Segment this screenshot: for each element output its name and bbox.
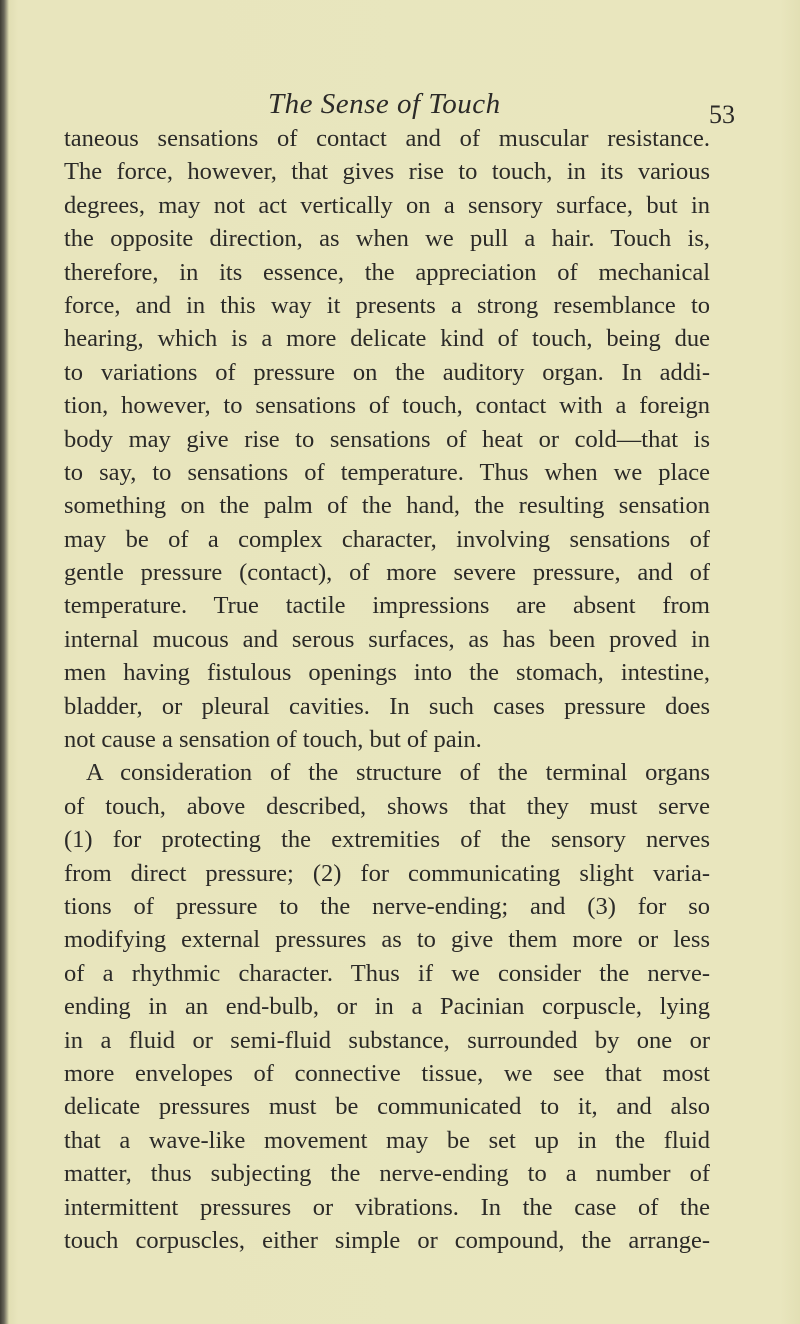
text-line: temperature. True tactile impressions are absent from: [64, 592, 710, 620]
text-line: therefore, in its essence, the appreciation of mechanical: [64, 258, 710, 286]
text-line: force, and in this way it presents a strong resemblance to: [64, 291, 710, 319]
text-line: bladder, or pleural cavities. In such cases pressure does: [64, 692, 710, 720]
text-line: in a fluid or semi-fluid substance, surrounded by one or: [64, 1026, 710, 1054]
text-line: gentle pressure (contact), of more severe pressure, and of: [64, 559, 710, 587]
body-text: [64, 122, 710, 1257]
text-line: The force, however, that gives rise to touch, in its various: [64, 158, 710, 186]
text-line: matter, thus subjecting the nerve-ending to a number of: [64, 1160, 710, 1188]
running-title: The Sense of Touch: [268, 88, 501, 120]
text-line: to variations of pressure on the auditory organ. In addi-: [64, 358, 710, 386]
text-line: of a rhythmic character. Thus if we consider the nerve-: [64, 959, 710, 987]
text-line: hearing, which is a more delicate kind of touch, being due: [64, 325, 710, 353]
text-line: delicate pressures must be communicated to it, and also: [64, 1093, 710, 1121]
paragraph-end-line: not cause a sensation of touch, but of pain.: [64, 726, 482, 754]
paragraph-start-line: A consideration of the structure of the terminal organs: [86, 759, 710, 787]
text-line: degrees, may not act vertically on a sensory surface, but in: [64, 191, 710, 219]
text-line: something on the palm of the hand, the resulting sensation: [64, 492, 710, 520]
text-line: of touch, above described, shows that they must serve: [64, 792, 710, 820]
binding-edge-shadow: [0, 0, 9, 1324]
text-line: may be of a complex character, involving sensations of: [64, 525, 710, 553]
text-line: touch corpuscles, either simple or compound, the arrange-: [64, 1226, 710, 1254]
text-line: tions of pressure to the nerve-ending; and (3) for so: [64, 892, 710, 920]
text-line: body may give rise to sensations of heat or cold—that is: [64, 425, 710, 453]
text-line: ending in an end-bulb, or in a Pacinian corpuscle, lying: [64, 993, 710, 1021]
text-line: more envelopes of connective tissue, we see that most: [64, 1059, 710, 1087]
text-line: the opposite direction, as when we pull a hair. Touch is,: [64, 225, 710, 253]
page-number: 53: [709, 100, 735, 129]
text-line: to say, to sensations of temperature. Thus when we place: [64, 458, 710, 486]
text-line: that a wave-like movement may be set up in the fluid: [64, 1126, 710, 1154]
text-line: intermittent pressures or vibrations. In the case of the: [64, 1193, 710, 1221]
text-line: modifying external pressures as to give them more or less: [64, 926, 710, 954]
text-line: from direct pressure; (2) for communicating slight varia-: [64, 859, 710, 887]
text-line: men having fistulous openings into the stomach, intestine,: [64, 659, 710, 687]
text-line: tion, however, to sensations of touch, contact with a foreign: [64, 392, 710, 420]
text-line: (1) for protecting the extremities of the sensory nerves: [64, 826, 710, 854]
text-line: taneous sensations of contact and of muscular resistance.: [64, 125, 710, 152]
text-line: internal mucous and serous surfaces, as has been proved in: [64, 625, 710, 653]
